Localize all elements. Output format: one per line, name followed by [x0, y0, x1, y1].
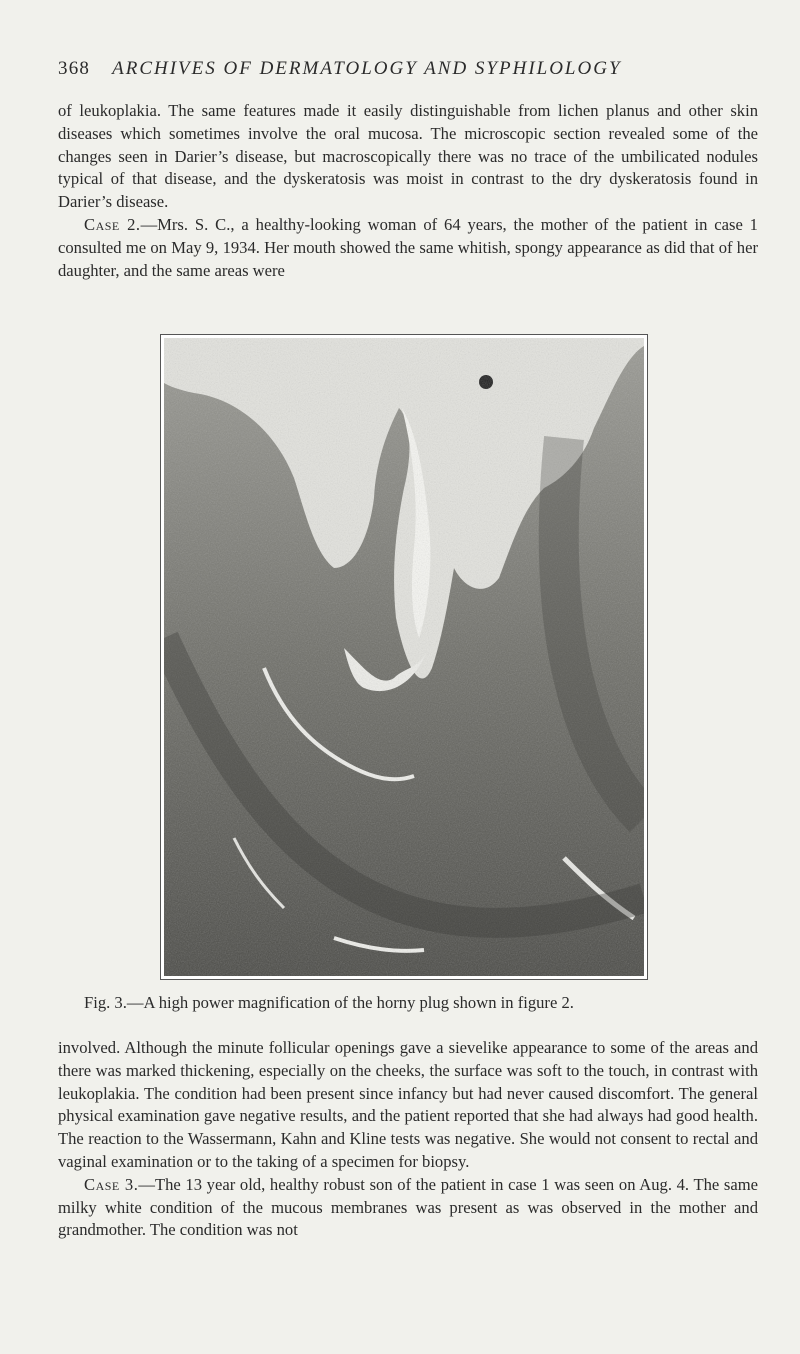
- case-2-text: —Mrs. S. C., a healthy-looking woman of 64 years, the mother of the patient in case 1 consulted me on May 9, 1934. Her mouth showed the same whitish, spongy appearance as did that of her daughter, and the same areas were: [58, 214, 758, 280]
- case-3-paragraph: [58, 1174, 758, 1242]
- case-2-label: Case 2.: [84, 214, 141, 234]
- figure-3-micrograph: [160, 334, 648, 980]
- figure-caption: Fig. 3.—A high power magnification of the horny plug shown in figure 2.: [84, 993, 574, 1012]
- body-text-bottom: [58, 1037, 758, 1242]
- case-3-label: Case 3.: [84, 1174, 139, 1194]
- micrograph-image: [164, 338, 644, 976]
- case-3-text: —The 13 year old, healthy robust son of the patient in case 1 was seen on Aug. 4. The same milky white condition of the mucous membranes was present as was observed in the mother and grandmother. The condition was not: [58, 1174, 758, 1240]
- running-head: [58, 58, 718, 80]
- page-number: 368: [58, 58, 91, 79]
- case-2-paragraph: [58, 214, 758, 282]
- paragraph: of leukoplakia. The same features made it easily distinguishable from lichen planus and other skin diseases which sometimes involve the oral mucosa. The microscopic section revealed some of the changes seen in Darier’s disease, but macroscopically there was no trace of the umbilicated nodules typical of that disease, and the dyskeratosis was moist in contrast to the dry dyskeratosis found in Darier’s disease.: [58, 101, 758, 212]
- body-text-top: [58, 100, 758, 282]
- journal-title: ARCHIVES OF DERMATOLOGY AND SYPHILOLOGY: [112, 58, 622, 79]
- paragraph: involved. Although the minute follicular openings gave a sievelike appearance to some of the areas and there was marked thickening, especially on the cheeks, the surface was soft to the touch, in contrast with leukoplakia. The condition had been present since infancy but had never caused discomfort. The general physical examination gave negative results, and the patient reported that she had always had good health. The reaction to the Wassermann, Kahn and Kline tests was negative. She would not consent to rectal and vaginal examination or to the taking of a specimen for biopsy.: [58, 1038, 758, 1171]
